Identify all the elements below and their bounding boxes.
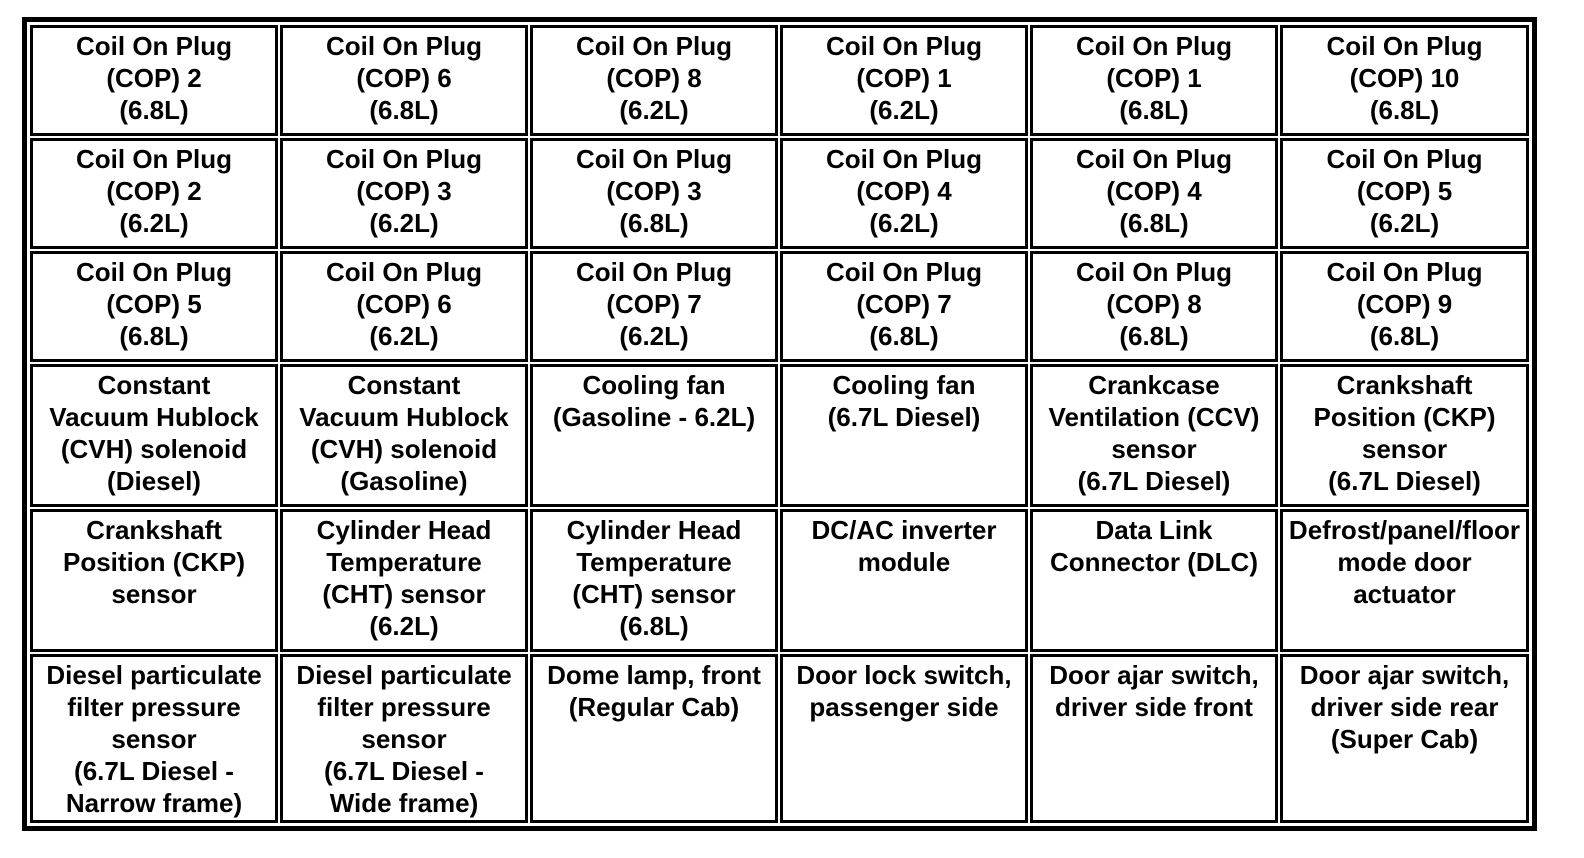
table-cell	[280, 25, 528, 136]
cell-label: Coil On Plug (COP) 1 (6.2L)	[826, 31, 982, 125]
cell-label: Crankshaft Position (CKP) sensor	[63, 515, 245, 609]
cell-label: Coil On Plug (COP) 10 (6.8L)	[1326, 31, 1483, 125]
cell-label: Door ajar switch, driver side front	[1049, 660, 1259, 722]
table-cell	[1030, 364, 1278, 507]
table-cell	[1030, 509, 1278, 652]
cell-label: Coil On Plug (COP) 5 (6.8L)	[76, 257, 232, 351]
table-cell	[530, 364, 778, 507]
cell-label: Coil On Plug (COP) 8 (6.8L)	[1076, 257, 1232, 351]
table-cell	[1280, 138, 1529, 249]
table-cell	[1030, 251, 1278, 362]
table-cell	[1280, 654, 1529, 823]
table-cell	[530, 509, 778, 652]
cell-label: Crankshaft Position (CKP) sensor (6.7L Diesel)	[1313, 370, 1496, 496]
cell-label: Coil On Plug (COP) 1 (6.8L)	[1076, 31, 1232, 125]
table-cell	[530, 138, 778, 249]
table-cell	[30, 509, 278, 652]
cell-label: Coil On Plug (COP) 7 (6.2L)	[576, 257, 732, 351]
cell-label: Diesel particulate filter pressure sensor (6.7L Diesel - Narrow frame)	[46, 660, 262, 818]
cell-label: Door lock switch, passenger side	[796, 660, 1012, 722]
cell-label: Constant Vacuum Hublock (CVH) solenoid (Diesel)	[49, 370, 259, 496]
cell-label: Coil On Plug (COP) 2 (6.8L)	[76, 31, 232, 125]
cell-label: Coil On Plug (COP) 4 (6.2L)	[826, 144, 982, 238]
cell-label: Coil On Plug (COP) 3 (6.8L)	[576, 144, 732, 238]
table-cell	[780, 654, 1028, 823]
table-cell	[30, 251, 278, 362]
table-cell	[280, 364, 528, 507]
cell-label: DC/AC inverter module	[811, 515, 997, 577]
cell-label: Coil On Plug (COP) 6 (6.8L)	[326, 31, 482, 125]
cell-label: Coil On Plug (COP) 5 (6.2L)	[1326, 144, 1483, 238]
table-cell	[1280, 364, 1529, 507]
table-cell	[280, 654, 528, 823]
cell-label: Diesel particulate filter pressure sensor (6.7L Diesel - Wide frame)	[296, 660, 512, 818]
cell-label: Cylinder Head Temperature (CHT) sensor (6.8L)	[566, 515, 742, 641]
table-cell	[30, 364, 278, 507]
table-cell	[280, 251, 528, 362]
cell-label: Crankcase Ventilation (CCV) sensor (6.7L Diesel)	[1048, 370, 1260, 496]
cell-label: Constant Vacuum Hublock (CVH) solenoid (Gasoline)	[299, 370, 509, 496]
table-cell	[1280, 509, 1529, 652]
table-cell	[530, 25, 778, 136]
table-cell	[280, 509, 528, 652]
table-cell	[1030, 138, 1278, 249]
cell-label: Coil On Plug (COP) 2 (6.2L)	[76, 144, 232, 238]
component-grid	[30, 25, 1529, 823]
table-cell	[780, 364, 1028, 507]
cell-label: Coil On Plug (COP) 4 (6.8L)	[1076, 144, 1232, 238]
table-cell	[30, 654, 278, 823]
table-cell	[1030, 25, 1278, 136]
table-cell	[780, 25, 1028, 136]
cell-label: Cooling fan (Gasoline - 6.2L)	[552, 370, 756, 432]
table-cell	[280, 138, 528, 249]
cell-label: Coil On Plug (COP) 7 (6.8L)	[826, 257, 982, 351]
cell-label: Cooling fan (6.7L Diesel)	[827, 370, 981, 432]
table-cell	[30, 138, 278, 249]
table-cell	[30, 25, 278, 136]
cell-label: Data Link Connector (DLC)	[1050, 515, 1258, 577]
table-cell	[780, 509, 1028, 652]
cell-label: Cylinder Head Temperature (CHT) sensor (6.2L)	[316, 515, 492, 641]
table-cell	[1280, 251, 1529, 362]
cell-label: Coil On Plug (COP) 3 (6.2L)	[326, 144, 482, 238]
cell-label: Defrost/panel/floor mode door actuator	[1288, 515, 1521, 609]
cell-label: Coil On Plug (COP) 8 (6.2L)	[576, 31, 732, 125]
cell-label: Dome lamp, front (Regular Cab)	[547, 660, 761, 722]
table-cell	[1030, 654, 1278, 823]
cell-label: Coil On Plug (COP) 6 (6.2L)	[326, 257, 482, 351]
table-cell	[780, 251, 1028, 362]
table-cell	[780, 138, 1028, 249]
table-cell	[530, 654, 778, 823]
table-cell	[530, 251, 778, 362]
cell-label: Door ajar switch, driver side rear (Super Cab)	[1299, 660, 1510, 754]
cell-label: Coil On Plug (COP) 9 (6.8L)	[1326, 257, 1483, 351]
table-cell	[1280, 25, 1529, 136]
component-table	[22, 17, 1537, 831]
